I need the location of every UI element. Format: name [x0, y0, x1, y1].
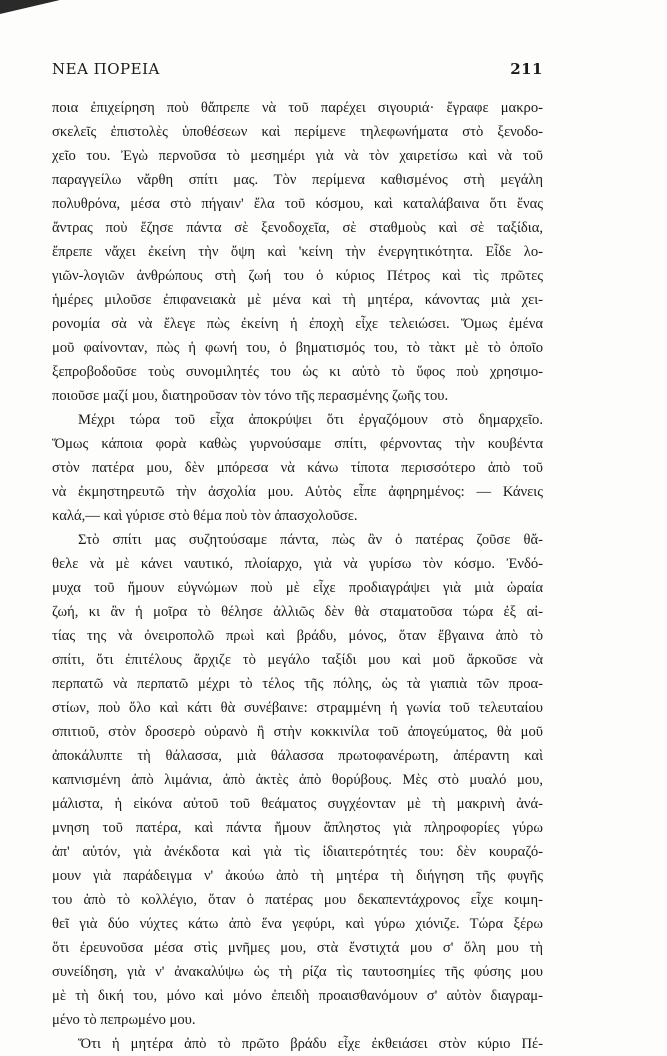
text-line: ποιοῦσε μαζί μου, διατηροῦσαν τὸν τόνο τῆς περασμένης ζωῆς του.	[52, 388, 449, 404]
text-line: Μέχρι τώρα τοῦ εἶχα ἀποκρύψει ὅτι ἐργαζόμουν στὸ δημαρχεῖο.	[78, 412, 543, 428]
text-line: Ὅτι ἡ μητέρα ἀπὸ τὸ πρῶτο βράδυ εἶχε ἐκθειάσει στὸν κύριο Πέ-	[78, 1036, 543, 1052]
text-line: ξεπροβοδοῦσε τοὺς συνομιλητές του ὡς κι αὐτὸ τὸ ὕφος ποὺ χρησιμο-	[52, 364, 543, 380]
page-header	[52, 60, 543, 78]
text-line: ἄντρας ποὺ ἔζησε πάντα σὲ ξενοδοχεῖα, σὲ σταθμοὺς καὶ σὲ ταξίδια,	[52, 220, 543, 236]
text-line: ρονομία σὰ νὰ ἔλεγε πὼς ἐκείνη ἡ ἐποχὴ εἶχε τελειώσει. Ὅμως ἐμένα	[52, 316, 543, 332]
text-line: του ἀπὸ τὸ κολλέγιο, ὅταν ὁ πατέρας μου δεκαπεντάχρονος εἶχε κοιμη-	[52, 892, 543, 908]
text-line: μυχα τοῦ ἤμουν εὐγνώμων ποὺ μὲ εἶχε προδιαγράψει γιὰ μιὰ ὡραία	[52, 580, 543, 596]
running-title: ΝΕΑ ΠΟΡΕΙΑ	[52, 60, 160, 78]
text-line: σπιτιοῦ, στὸν δροσερὸ οὐρανὸ ἢ στὴν κοκκινίλα τοῦ ἀπογεύματος, θὰ μοῦ	[52, 724, 543, 740]
text-line: μάλιστα, ἡ εἰκόνα αὐτοῦ τοῦ θεάματος συγχέονταν μὲ τὴ μακρινὴ ἀνά-	[52, 796, 543, 812]
text-line: ἀπ' αὐτόν, γιὰ ἀνέκδοτα καὶ γιὰ τὶς ἰδιαιτερότητές του: δὲν κουραζό-	[52, 844, 543, 860]
text-line: τίας της νὰ ὀνειροπολῶ πρωὶ καὶ βράδυ, μόνος, ὅταν ἔβγαινα ἀπὸ τὸ	[52, 628, 543, 644]
text-line: μνηση τοῦ πατέρα, καὶ πάντα ἤμουν ἄπληστος γιὰ πληροφορίες γύρω	[52, 820, 543, 836]
text-line: περπατῶ νὰ περπατῶ μέχρι τὸ τέλος τῆς πόλης, ὡς τὰ γιαπιὰ τῶν προα-	[52, 676, 543, 692]
text-line: μὲ τὴ δική του, μόνο καὶ μόνο ἐπειδὴ προαισθανόμουν σ' αὐτὸν διαγραμ-	[52, 988, 543, 1004]
text-line: ἔπρεπε νἄχει ἐκείνη τὴν ὄψη καὶ 'κείνη τὴν ἐνεργητικότητα. Εἶδε λο-	[52, 244, 543, 260]
text-line: Στὸ σπίτι μας συζητούσαμε πάντα, πὼς ἂν ὁ πατέρας ζοῦσε θἄ-	[78, 532, 543, 548]
text-line: ἡμέρες μιλοῦσε ἐπιφανειακὰ μὲ μένα καὶ τὴ μητέρα, κάνοντας μιὰ χει-	[52, 292, 543, 308]
text-line: ἀποκάλυπτε τὴ θάλασσα, μιὰ θάλασσα πρωτοφανέρωτη, ἀπέραντη καὶ	[52, 748, 543, 764]
text-line: θεῖ γιὰ δύο νύχτες κάτω ἀπὸ ἕνα γεφύρι, καὶ γύρω χιόνιζε. Τώρα ξέρω	[52, 916, 543, 932]
text-line: ζωή, κι ἂν ἡ μοῖρα τὸ θέλησε ἀλλιῶς δὲν θὰ σταματοῦσα τώρα ἐξ αἰ-	[52, 604, 543, 620]
text-line: παραγγείλω νἄρθη σπίτι μας. Τὸν περίμενα καθισμένος στὴ μεγάλη	[52, 172, 543, 188]
text-line: καλά,— καὶ γύρισε στὸ θέμα ποὺ τὸν ἀπασχολοῦσε.	[52, 508, 358, 524]
text-line: νὰ ἐκμηστηρευτῶ τὴν ἀσχολία μου. Αὐτὸς εἶπε ἀφηρημένος: — Κάνεις	[52, 484, 543, 500]
text-line: καπνισμένη ἀπὸ λιμάνια, ἀπὸ ἀκτὲς ἀπὸ θορύβους. Μὲς στὸ μυαλό μου,	[52, 772, 543, 788]
text-line: Ὅμως κάποια φορὰ καθὼς γυρνούσαμε σπίτι, φέρνοντας τὴν κουβέντα	[52, 436, 543, 452]
text-line: συνείδηση, γιὰ ν' ἀνακαλύψω ὡς τὴ ρίζα τὶς ταυτοσημίες τῆς φύσης μου	[52, 964, 543, 980]
page-number: 211	[510, 60, 543, 78]
text-line: σκελεῖς ἐπιστολὲς ὑποθέσεων καὶ περίμενε τηλεφωνήματα στὸ ξενοδο-	[52, 124, 543, 140]
text-line: γιῶν-λογιῶν ἀνθρώπους στὴ ζωή του ὁ κύριος Πέτρος καὶ τὶς πρῶτες	[52, 268, 543, 284]
text-line: μουν γιὰ παράδειγμα ν' ἀκούω ἀπὸ τὴ μητέρα τὴ διήγηση τῆς φυγῆς	[52, 868, 543, 884]
text-line: ποια ἐπιχείρηση ποὺ θἄπρεπε νὰ τοῦ παρέχει σιγουριά· ἔγραφε μακρο-	[52, 100, 543, 116]
text-line: χεῖο του. Ἐγὼ περνοῦσα τὸ μεσημέρι γιὰ νὰ τὸν χαιρετίσω καὶ νὰ τοῦ	[52, 148, 543, 164]
text-line: στίων, ποὺ ὅλο καὶ κάτι θὰ συνέβαινε: στραμμένη ἡ γωνία τοῦ τελευταίου	[52, 700, 543, 716]
text-line: πολυθρόνα, μέσα στὸ πήγαιν' ἔλα τοῦ κόσμου, καὶ καταλάβαινα ὅτι ἕνας	[52, 196, 543, 212]
text-line: στὸν πατέρα μου, δὲν μπόρεσα νὰ κάνω τίποτα περισσότερο ἀπὸ τοῦ	[52, 460, 543, 476]
text-line: σπίτι, ὅτι ἐπιτέλους ἄρχιζε τὸ μεγάλο ταξίδι μου καὶ μοῦ ἄρκοῦσε νὰ	[52, 652, 543, 668]
text-line: ὅτι ἐρευνοῦσα μέσα στὶς μνῆμες μου, στὰ ἔνστιχτά μου σ' ὅλη μου τὴ	[52, 940, 543, 956]
text-line: θελε νὰ μὲ κάνει ναυτικό, πλοίαρχο, γιὰ νὰ γυρίσω τὸν κόσμο. Ἐνδό-	[52, 556, 543, 572]
scan-shadow	[0, 0, 60, 14]
text-line: μοῦ φαίνονταν, πὼς ἡ φωνή του, ὁ βηματισμός του, τὸ τὰκτ μὲ τὸ ὁποῖο	[52, 340, 543, 356]
text-line: μένο τὸ πεπρωμένο μου.	[52, 1012, 196, 1028]
page-body	[52, 96, 543, 1056]
